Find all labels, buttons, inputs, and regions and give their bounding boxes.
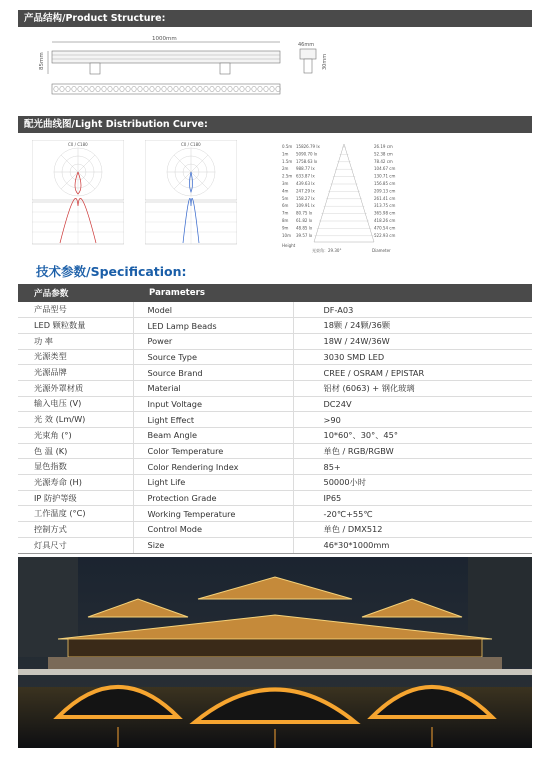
cone-diameter: 26.19 cm xyxy=(374,144,393,149)
cone-lux: 988.77 lx xyxy=(296,166,315,172)
cone-height: 1.5m xyxy=(282,158,293,164)
cone-lux: 5090.70 lx xyxy=(296,151,318,157)
param-en: Size xyxy=(133,537,293,553)
product-structure-header: 产品结构/Product Structure: xyxy=(18,10,532,27)
table-row xyxy=(18,443,532,459)
param-value: -20℃+55℃ xyxy=(293,506,532,522)
param-value: 10*60°、30°、45° xyxy=(293,428,532,444)
cone-lux: 109.91 lx xyxy=(296,203,315,209)
table-row xyxy=(18,380,532,396)
param-cn: 功 率 xyxy=(18,333,133,349)
table-row xyxy=(18,333,532,349)
param-value: 单色 / RGB/RGBW xyxy=(293,443,532,459)
light-distribution-header: 配光曲线图/Light Distribution Curve: xyxy=(18,116,532,133)
table-row xyxy=(18,459,532,475)
polar-chart-1 xyxy=(32,140,124,250)
cone-diameter: 52.38 cm xyxy=(374,151,393,157)
param-value: 单色 / DMX512 xyxy=(293,522,532,538)
param-en: Power xyxy=(133,333,293,349)
cone-lux: 48.85 lx xyxy=(296,225,313,231)
param-value: IP65 xyxy=(293,490,532,506)
cone-right-label: Diameter xyxy=(372,248,391,253)
cone-diameter: 313.75 cm xyxy=(374,203,396,209)
table-row xyxy=(18,522,532,538)
param-value: 46*30*1000mm xyxy=(293,537,532,553)
param-value: 18W / 24W/36W xyxy=(293,333,532,349)
param-value: 铝材 (6063) + 钢化玻璃 xyxy=(293,380,532,396)
param-en: Color Rendering Index xyxy=(133,459,293,475)
illuminance-cone-diagram xyxy=(282,142,402,254)
width-label: 46mm xyxy=(298,42,315,48)
cone-height: 10m xyxy=(282,232,291,238)
cone-lux: 39.57 lx xyxy=(296,232,313,238)
param-en: Protection Grade xyxy=(133,490,293,506)
param-cn: 控制方式 xyxy=(18,522,133,538)
cone-diameter: 522.93 cm xyxy=(374,232,396,238)
cone-height: 2m xyxy=(282,166,289,172)
param-cn: 光源寿命 (H) xyxy=(18,475,133,491)
param-value: DC24V xyxy=(293,396,532,412)
cone-diameter: 365.98 cm xyxy=(374,210,396,216)
cone-lux: 61.82 lx xyxy=(296,218,313,223)
product-section-drawing xyxy=(290,40,350,80)
cone-lux: 247.29 lx xyxy=(296,188,315,194)
table-row xyxy=(18,428,532,444)
param-cn: 光 效 (Lm/W) xyxy=(18,412,133,428)
cone-diameter: 78.42 cm xyxy=(374,158,393,164)
param-en: Material xyxy=(133,380,293,396)
param-value: 50000小时 xyxy=(293,475,532,491)
cone-height: 5m xyxy=(282,195,289,201)
param-value: 18颗 / 24颗/36颗 xyxy=(293,318,532,334)
table-row xyxy=(18,475,532,491)
cone-rows xyxy=(282,144,395,238)
table-row xyxy=(18,506,532,522)
param-cn: 灯具尺寸 xyxy=(18,537,133,553)
specification-table xyxy=(18,284,532,554)
header-cn: 产品参数 xyxy=(18,284,133,302)
cone-height: 9m xyxy=(282,225,289,231)
param-cn: 光源外罩材质 xyxy=(18,380,133,396)
cone-height: 0.5m xyxy=(282,144,293,149)
table-row xyxy=(18,349,532,365)
cone-diameter: 261.41 cm xyxy=(374,195,396,201)
depth-label: 30mm xyxy=(322,53,328,70)
param-value: >90 xyxy=(293,412,532,428)
cone-diameter: 156.85 cm xyxy=(374,181,396,186)
param-en: Light Life xyxy=(133,475,293,491)
cone-lux: 15826.79 lx xyxy=(296,144,320,149)
cone-diameter: 418.26 cm xyxy=(374,218,396,223)
table-row xyxy=(18,490,532,506)
param-value: DF-A03 xyxy=(293,302,532,318)
cone-height: 1m xyxy=(282,151,289,157)
cone-diameter: 130.71 cm xyxy=(374,173,396,179)
cone-lux: 158.27 lx xyxy=(296,195,315,201)
param-en: Working Temperature xyxy=(133,506,293,522)
cone-left-label: Height xyxy=(282,243,296,248)
param-en: Beam Angle xyxy=(133,428,293,444)
cone-height: 8m xyxy=(282,218,289,223)
param-value: 85+ xyxy=(293,459,532,475)
table-row xyxy=(18,365,532,381)
table-row xyxy=(18,318,532,334)
polar-chart-2 xyxy=(145,140,237,250)
param-value: 3030 SMD LED xyxy=(293,349,532,365)
cone-height: 3m xyxy=(282,181,289,186)
param-cn: 光源品牌 xyxy=(18,365,133,381)
cone-lux: 633.87 lx xyxy=(296,173,315,179)
table-header-row xyxy=(18,284,532,302)
bridge-night-photo xyxy=(18,557,532,748)
table-row xyxy=(18,537,532,553)
param-en: Control Mode xyxy=(133,522,293,538)
param-value: CREE / OSRAM / EPISTAR xyxy=(293,365,532,381)
param-cn: 输入电压 (V) xyxy=(18,396,133,412)
cone-height: 2.5m xyxy=(282,173,293,179)
cone-bottom-label: 光束角：29.30° xyxy=(312,248,342,253)
cone-lux: 439.63 lx xyxy=(296,181,315,186)
param-cn: IP 防护等级 xyxy=(18,490,133,506)
param-cn: 色 温 (K) xyxy=(18,443,133,459)
table-row xyxy=(18,302,532,318)
cone-lux: 1758.63 lx xyxy=(296,158,318,164)
polar-title-2: C0 / C180 xyxy=(181,142,201,147)
param-en: Source Brand xyxy=(133,365,293,381)
cone-lux: 80.75 lx xyxy=(296,210,313,216)
cone-height: 7m xyxy=(282,210,289,216)
param-cn: LED 颗粒数量 xyxy=(18,318,133,334)
height-label: 85mm xyxy=(39,52,45,70)
param-en: Source Type xyxy=(133,349,293,365)
param-en: LED Lamp Beads xyxy=(133,318,293,334)
cone-diameter: 104.67 cm xyxy=(374,166,396,172)
param-en: Input Voltage xyxy=(133,396,293,412)
param-en: Color Temperature xyxy=(133,443,293,459)
cone-height: 6m xyxy=(282,203,289,209)
specification-title: 技术参数/Specification: xyxy=(36,264,187,279)
param-cn: 产品型号 xyxy=(18,302,133,318)
length-label: 1000mm xyxy=(152,36,177,42)
param-en: Model xyxy=(133,302,293,318)
cone-diameter: 209.13 cm xyxy=(374,188,396,194)
polar-title-1: C0 / C180 xyxy=(68,142,88,147)
table-row xyxy=(18,396,532,412)
table-row xyxy=(18,412,532,428)
param-en: Light Effect xyxy=(133,412,293,428)
cone-height: 4m xyxy=(282,188,289,194)
param-cn: 光束角 (°) xyxy=(18,428,133,444)
cone-diameter: 470.54 cm xyxy=(374,225,396,231)
header-en: Parameters xyxy=(133,284,532,302)
param-cn: 光源类型 xyxy=(18,349,133,365)
param-cn: 显色指数 xyxy=(18,459,133,475)
param-cn: 工作温度 (°C) xyxy=(18,506,133,522)
